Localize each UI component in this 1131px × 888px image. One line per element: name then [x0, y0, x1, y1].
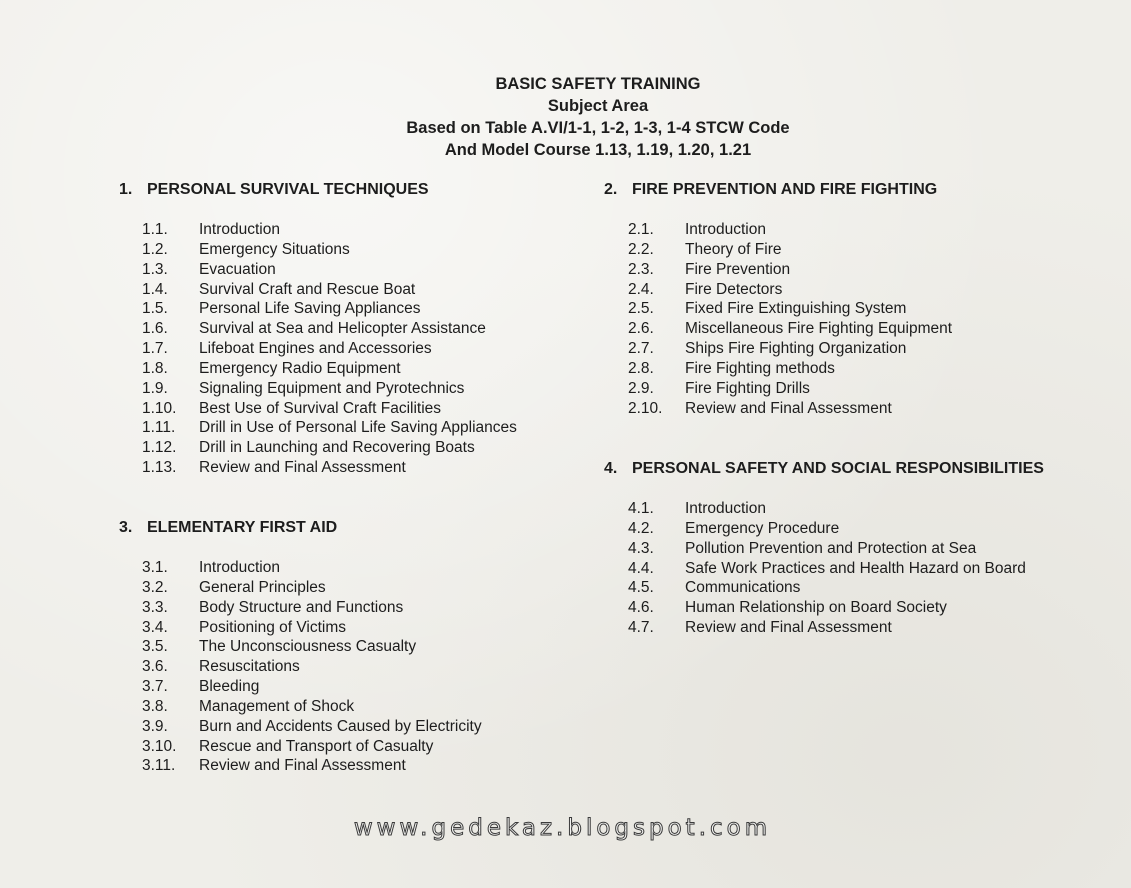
- list-item: [142, 240, 517, 260]
- item-label: Burn and Accidents Caused by Electricity: [199, 717, 482, 735]
- section-heading: [119, 519, 482, 537]
- item-label: Personal Life Saving Appliances: [199, 300, 421, 318]
- item-label: Introduction: [685, 500, 766, 517]
- item-label: Fire Prevention: [685, 260, 791, 278]
- item-label: Review and Final Assessment: [199, 459, 406, 477]
- list-item: [628, 519, 1044, 539]
- item-number: 2.2.: [628, 240, 654, 258]
- item-number: 2.7.: [628, 340, 654, 358]
- item-number: 4.3.: [628, 539, 654, 557]
- item-number: 4.6.: [628, 599, 654, 617]
- item-label: Best Use of Survival Craft Facilities: [199, 399, 442, 417]
- item-number: 3.8.: [142, 697, 168, 715]
- item-number: 1.5.: [142, 300, 168, 318]
- item-label: Review and Final Assessment: [685, 399, 892, 417]
- item-label: Fire Fighting methods: [685, 359, 835, 377]
- section-title: PERSONAL SURVIVAL TECHNIQUES: [147, 181, 429, 198]
- list-item: [628, 578, 1044, 598]
- section-number: 1.: [119, 181, 133, 198]
- item-label: Emergency Radio Equipment: [199, 359, 401, 377]
- item-number: 3.3.: [142, 598, 168, 616]
- item-number: 3.4.: [142, 618, 168, 636]
- list-item: [142, 220, 517, 240]
- item-label: Survival at Sea and Helicopter Assistance: [199, 320, 486, 338]
- item-number: 4.5.: [628, 579, 654, 597]
- item-number: 3.1.: [142, 559, 168, 576]
- list-item: [628, 598, 1044, 618]
- item-label: Signaling Equipment and Pyrotechnics: [199, 379, 465, 397]
- section-first-aid: [119, 519, 482, 776]
- section-item-list: [628, 220, 952, 418]
- header-reference: Based on Table A.VI/1-1, 1-2, 1-3, 1-4 STCW Code: [406, 119, 790, 137]
- list-item: [142, 578, 482, 598]
- item-number: 4.7.: [628, 619, 654, 637]
- item-number: 4.1.: [628, 500, 654, 517]
- item-number: 1.6.: [142, 320, 168, 338]
- list-item: [142, 697, 482, 717]
- item-number: 3.6.: [142, 658, 168, 676]
- list-item: [142, 339, 517, 359]
- item-label: Fire Fighting Drills: [685, 379, 810, 397]
- list-item: [628, 299, 952, 319]
- document-header: [0, 73, 1131, 161]
- item-label: Pollution Prevention and Protection at Sea: [685, 539, 977, 557]
- item-number: 1.13.: [142, 459, 177, 477]
- item-label: Rescue and Transport of Casualty: [199, 737, 434, 755]
- list-item: [142, 299, 517, 319]
- section-item-list: [628, 499, 1044, 638]
- list-item: [142, 438, 517, 458]
- item-label: General Principles: [199, 578, 326, 596]
- item-label: Emergency Procedure: [685, 519, 840, 537]
- section-heading: [604, 460, 1044, 478]
- list-item: [142, 280, 517, 300]
- item-number: 1.10.: [142, 399, 177, 417]
- section-personal-safety: [604, 460, 1044, 638]
- item-label: Introduction: [199, 559, 280, 576]
- item-number: 2.1.: [628, 221, 654, 238]
- section-fire-prevention: [604, 181, 952, 418]
- section-item-list: [142, 558, 482, 776]
- list-item: [628, 240, 952, 260]
- item-number: 2.4.: [628, 280, 654, 298]
- item-number: 2.6.: [628, 320, 654, 338]
- item-number: 2.8.: [628, 359, 654, 377]
- item-number: 3.7.: [142, 678, 168, 696]
- item-label: Communications: [685, 579, 801, 597]
- item-number: 1.7.: [142, 340, 168, 358]
- list-item: [628, 399, 952, 419]
- item-label: Ships Fire Fighting Organization: [685, 340, 907, 358]
- item-label: Survival Craft and Rescue Boat: [199, 280, 416, 298]
- list-item: [142, 637, 482, 657]
- item-label: Review and Final Assessment: [685, 619, 892, 637]
- list-item: [628, 280, 952, 300]
- list-item: [142, 359, 517, 379]
- item-number: 3.5.: [142, 638, 168, 656]
- item-number: 3.11.: [142, 757, 176, 775]
- header-subtitle: Subject Area: [547, 97, 649, 115]
- list-item: [142, 677, 482, 697]
- section-title: ELEMENTARY FIRST AID: [147, 519, 338, 536]
- item-label: Bleeding: [199, 678, 260, 696]
- item-number: 4.2.: [628, 519, 654, 537]
- section-personal-survival: [119, 181, 517, 478]
- list-item: [628, 339, 952, 359]
- item-number: 2.9.: [628, 379, 654, 397]
- section-number: 3.: [119, 519, 133, 536]
- list-item: [142, 379, 517, 399]
- list-item: [142, 737, 482, 757]
- item-label: Emergency Situations: [199, 240, 350, 258]
- list-item: [142, 598, 482, 618]
- header-model-course: And Model Course 1.13, 1.19, 1.20, 1.21: [444, 141, 752, 159]
- section-title: FIRE PREVENTION AND FIRE FIGHTING: [632, 181, 938, 198]
- list-item: [142, 618, 482, 638]
- item-number: 2.5.: [628, 300, 654, 318]
- list-item: [628, 559, 1044, 579]
- list-item: [142, 418, 517, 438]
- item-label: Drill in Use of Personal Life Saving Appliances: [199, 419, 517, 437]
- item-number: 1.8.: [142, 359, 168, 377]
- item-label: Resuscitations: [199, 658, 300, 676]
- list-item: [628, 618, 1044, 638]
- item-number: 1.12.: [142, 439, 177, 457]
- item-number: 1.1.: [142, 221, 168, 238]
- item-number: 2.3.: [628, 260, 654, 278]
- blog-url-watermark: www.gedekaz.blogspot.com: [353, 815, 772, 841]
- list-item: [628, 359, 952, 379]
- list-item: [142, 399, 517, 419]
- item-label: The Unconsciousness Casualty: [199, 638, 417, 656]
- item-label: Safe Work Practices and Health Hazard on Board: [685, 559, 1026, 577]
- item-number: 3.9.: [142, 717, 168, 735]
- item-label: Introduction: [199, 221, 280, 238]
- list-item: [142, 260, 517, 280]
- item-number: 3.10.: [142, 737, 177, 755]
- list-item: [628, 319, 952, 339]
- list-item: [142, 319, 517, 339]
- item-label: Positioning of Victims: [199, 618, 347, 636]
- section-number: 2.: [604, 181, 618, 198]
- item-label: Fixed Fire Extinguishing System: [685, 300, 907, 318]
- item-number: 1.11.: [142, 419, 176, 437]
- list-item: [142, 756, 482, 776]
- item-number: 1.9.: [142, 379, 168, 397]
- section-heading: [604, 181, 952, 199]
- item-number: 2.10.: [628, 399, 663, 417]
- item-label: Theory of Fire: [685, 240, 782, 258]
- list-item: [628, 260, 952, 280]
- list-item: [142, 657, 482, 677]
- item-label: Review and Final Assessment: [199, 757, 406, 775]
- item-label: Evacuation: [199, 260, 276, 278]
- item-label: Miscellaneous Fire Fighting Equipment: [685, 320, 953, 338]
- list-item: [628, 220, 952, 240]
- section-item-list: [142, 220, 517, 478]
- list-item: [142, 458, 517, 478]
- header-title: BASIC SAFETY TRAINING: [495, 75, 701, 93]
- list-item: [628, 499, 1044, 519]
- item-label: Introduction: [685, 221, 766, 238]
- item-number: 4.4.: [628, 559, 654, 577]
- section-title: PERSONAL SAFETY AND SOCIAL RESPONSIBILITIES: [632, 460, 1044, 477]
- item-label: Drill in Launching and Recovering Boats: [199, 439, 475, 457]
- item-number: 3.2.: [142, 578, 168, 596]
- section-heading: [119, 181, 517, 199]
- item-number: 1.4.: [142, 280, 168, 298]
- section-number: 4.: [604, 460, 618, 477]
- item-label: Human Relationship on Board Society: [685, 599, 947, 617]
- item-label: Body Structure and Functions: [199, 598, 404, 616]
- list-item: [142, 558, 482, 578]
- item-number: 1.3.: [142, 260, 168, 278]
- item-label: Lifeboat Engines and Accessories: [199, 340, 432, 358]
- list-item: [628, 539, 1044, 559]
- item-label: Fire Detectors: [685, 280, 783, 298]
- list-item: [628, 379, 952, 399]
- item-label: Management of Shock: [199, 697, 355, 715]
- item-number: 1.2.: [142, 240, 168, 258]
- list-item: [142, 717, 482, 737]
